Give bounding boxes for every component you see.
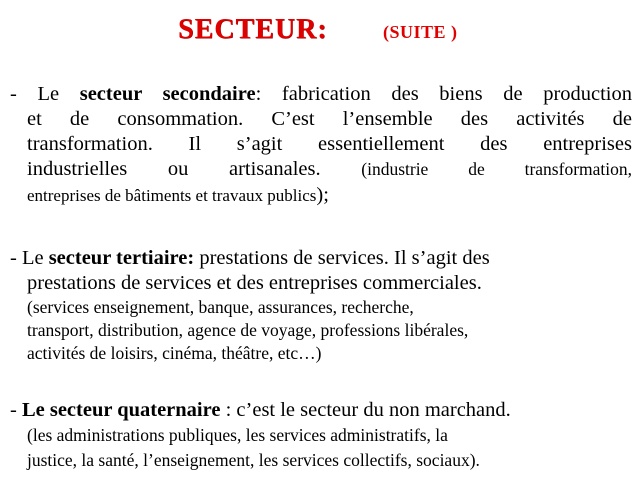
paragraph-line bbox=[10, 246, 632, 271]
paragraph-line bbox=[10, 398, 632, 423]
bullet-prefix: - Le bbox=[10, 83, 80, 105]
paragraph-tertiaire bbox=[10, 246, 632, 365]
line-text: : fabrication des biens de production bbox=[255, 83, 632, 105]
line-text: ); bbox=[316, 184, 329, 206]
paragraph-line: et de consommation. C’est l’ensemble des activités de bbox=[27, 108, 632, 130]
paragraph-secondaire bbox=[10, 82, 632, 208]
paragraph-line bbox=[10, 157, 632, 182]
paragraph-line: (les administrations publiques, les services administratifs, la bbox=[27, 425, 448, 445]
line-text: industrielles ou artisanales. bbox=[27, 158, 321, 180]
line-text: prestations de services. Il s’agit des bbox=[194, 247, 490, 269]
paragraph-line bbox=[10, 183, 632, 208]
line-text-small: entreprises de bâtiments et travaux publics bbox=[27, 186, 317, 205]
slide-title: SECTEUR: bbox=[178, 14, 328, 45]
paragraph-line: transformation. Il s’agit essentiellement des entreprises bbox=[27, 133, 632, 155]
paragraph-line: justice, la santé, l’enseignement, les services collectifs, sociaux). bbox=[27, 450, 480, 470]
paragraph-line: (services enseignement, banque, assurances, recherche, bbox=[27, 297, 414, 317]
term-secondaire: secteur secondaire bbox=[79, 83, 256, 105]
line-text: : c’est le secteur du non marchand. bbox=[220, 399, 511, 421]
bullet-prefix: - Le bbox=[10, 247, 49, 269]
paragraph-quaternaire bbox=[10, 398, 632, 473]
paragraph-line bbox=[10, 82, 632, 107]
line-text-small: (industrie de transformation, bbox=[361, 159, 632, 179]
paragraph-line: prestations de services et des entreprises commerciales. bbox=[27, 272, 482, 294]
slide-subtitle: (SUITE ) bbox=[383, 22, 458, 42]
title-row bbox=[0, 14, 638, 50]
paragraph-line: activités de loisirs, cinéma, théâtre, etc…) bbox=[27, 343, 322, 363]
term-tertiaire: secteur tertiaire: bbox=[48, 247, 195, 269]
bullet-prefix: - bbox=[10, 399, 22, 421]
term-quaternaire: Le secteur quaternaire bbox=[21, 399, 221, 421]
paragraph-line: transport, distribution, agence de voyage, professions libérales, bbox=[27, 320, 469, 340]
